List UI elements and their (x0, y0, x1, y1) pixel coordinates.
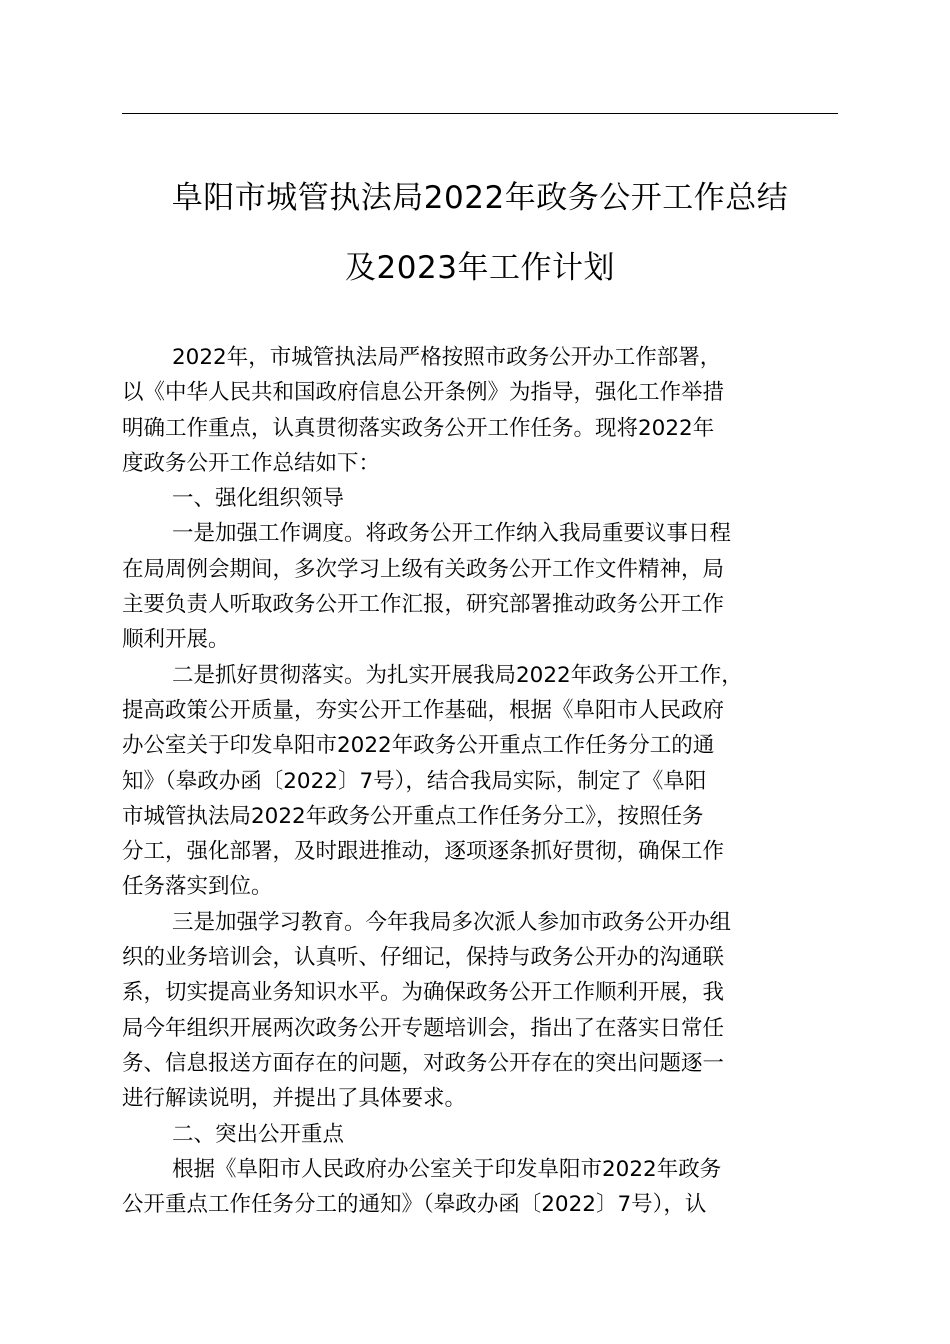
paragraph-line: 三是加强学习教育。今年我局多次派人参加市政务公开办组 (172, 909, 732, 935)
paragraph-line: 以《中华人民共和国政府信息公开条例》为指导，强化工作举措 (122, 380, 725, 406)
paragraph-line: 一是加强工作调度。将政务公开工作纳入我局重要议事日程 (172, 521, 732, 547)
paragraph-line: 任务落实到位。 (122, 874, 273, 900)
document-body (122, 340, 842, 1222)
paragraph-line: 系，切实提高业务知识水平。为确保政务公开工作顺利开展，我 (122, 980, 725, 1006)
paragraph-line: 2022年，市城管执法局严格按照市政务公开办工作部署， (172, 345, 722, 370)
paragraph-line: 织的业务培训会，认真听、仔细记，保持与政务公开办的沟通联 (122, 945, 725, 971)
paragraph-line: 在局周例会期间，多次学习上级有关政务公开工作文件精神，局 (122, 556, 725, 582)
paragraph-line: 分工，强化部署，及时跟进推动，逐项逐条抓好贯彻，确保工作 (122, 839, 725, 865)
document-title-line-1: 阜阳市城管执法局2022年政务公开工作总结 (171, 180, 789, 216)
section-heading: 二、突出公开重点 (172, 1121, 345, 1147)
paragraph-line: 二是抓好贯彻落实。为扎实开展我局2022年政务公开工作， (172, 662, 743, 688)
paragraph-line: 公开重点工作任务分工的通知》（皋政办函〔2022〕7号），认 (122, 1192, 707, 1218)
section-heading: 一、强化组织领导 (172, 486, 345, 512)
paragraph-line: 提高政策公开质量，夯实公开工作基础，根据《阜阳市人民政府 (122, 697, 725, 723)
paragraph-line: 度政务公开工作总结如下： (122, 450, 381, 476)
paragraph-line: 局今年组织开展两次政务公开专题培训会，指出了在落实日常任 (122, 1015, 725, 1041)
paragraph-line: 主要负责人听取政务公开工作汇报，研究部署推动政务公开工作 (122, 592, 725, 618)
paragraph-line: 顺利开展。 (122, 627, 230, 653)
paragraph-line: 进行解读说明，并提出了具体要求。 (122, 1086, 467, 1112)
paragraph-line: 办公室关于印发阜阳市2022年政务公开重点工作任务分工的通 (122, 733, 715, 759)
document-title-line-2: 及2023年工作计划 (345, 250, 615, 286)
header-rule (122, 113, 838, 114)
paragraph-line: 市城管执法局2022年政务公开重点工作任务分工》，按照任务 (122, 803, 704, 829)
paragraph-line: 知》（皋政办函〔2022〕7号），结合我局实际，制定了《阜阳 (122, 768, 707, 794)
paragraph-line: 明确工作重点，认真贯彻落实政务公开工作任务。现将2022年 (122, 415, 715, 441)
paragraph-line: 根据《阜阳市人民政府办公室关于印发阜阳市2022年政务 (172, 1156, 722, 1182)
paragraph-line: 务、信息报送方面存在的问题，对政务公开存在的突出问题逐一 (122, 1050, 725, 1076)
